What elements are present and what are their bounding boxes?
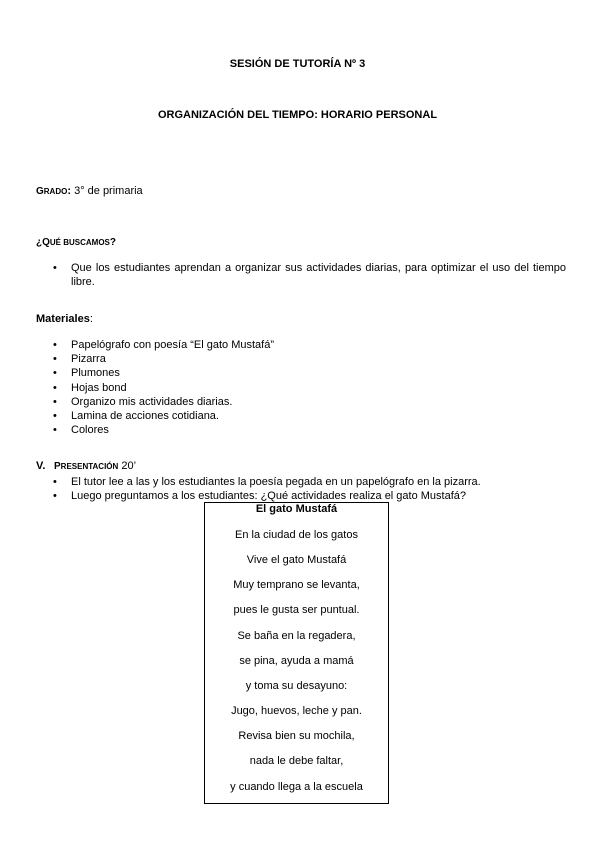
presentacion-rest: RESENTACIÓN [60, 462, 119, 471]
poem-line: se pina, ayuda a mamá [239, 655, 354, 667]
grado-label-rest: RADO [43, 187, 68, 196]
list-item: • Papelógrafo con poesía “El gato Mustafá” [36, 338, 566, 352]
materiales-colon: : [89, 313, 93, 325]
list-item: • Hojas bond [36, 381, 566, 395]
poem-line: y toma su desayuno: [245, 680, 348, 692]
materiales-heading [36, 313, 93, 325]
que-buscamos-heading [36, 236, 116, 248]
que-buscamos-list [36, 261, 566, 289]
list-item: • Plumones [36, 366, 566, 380]
grado-line [36, 185, 143, 197]
presentacion-list [36, 475, 576, 503]
grado-colon: : [67, 185, 72, 197]
presentacion-heading [36, 460, 136, 472]
poem-line: pues le gusta ser puntual. [233, 604, 360, 616]
materiales-list [36, 338, 566, 437]
list-item: • Lamina de acciones cotidiana. [36, 409, 566, 423]
presentacion-time: 20’ [121, 460, 137, 472]
list-item: • Luego preguntamos a los estudiantes: ¿Qué actividades realiza el gato Mustafá? [36, 489, 576, 503]
presentacion-numeral: V. [36, 460, 46, 472]
poem-box [204, 502, 389, 804]
poem-title: El gato Mustafá [255, 503, 338, 515]
presentacion-cap: P [54, 461, 61, 472]
list-item: • Organizo mis actividades diarias. [36, 395, 566, 409]
list-item: • Colores [36, 423, 566, 437]
poem-line: Jugo, huevos, leche y pan. [231, 705, 362, 717]
poem-line: nada le debe faltar, [249, 755, 344, 767]
list-item: • Pizarra [36, 352, 566, 366]
poem-line: Vive el gato Mustafá [246, 554, 347, 566]
poem-line: Revisa bien su mochila, [238, 730, 355, 742]
poem-line: y cuando llega a la escuela [230, 781, 363, 793]
page-title: SESIÓN DE TUTORÍA Nº 3 [229, 58, 366, 70]
poem-line: En la ciudad de los gatos [235, 529, 358, 541]
list-item: • Que los estudiantes aprendan a organizar sus actividades diarias, para optimizar el uso del tiempo libre. [36, 261, 566, 289]
list-item: • El tutor lee a las y los estudiantes la poesía pegada en un papelógrafo en la pizarra. [36, 475, 576, 489]
que-buscamos-rest: UÉ BUSCAMOS [49, 238, 110, 247]
que-buscamos-lead: ¿Q [36, 237, 50, 248]
poem-line: Se baña en la regadera, [237, 630, 356, 642]
grado-value: 3° de primaria [74, 185, 143, 197]
materiales-label: Materiales [36, 313, 90, 325]
page-subtitle: ORGANIZACIÓN DEL TIEMPO: HORARIO PERSONAL [157, 109, 438, 121]
poem-line: Muy temprano se levanta, [233, 579, 360, 591]
que-buscamos-end: ? [109, 237, 117, 248]
grado-label-cap: G [36, 186, 44, 197]
